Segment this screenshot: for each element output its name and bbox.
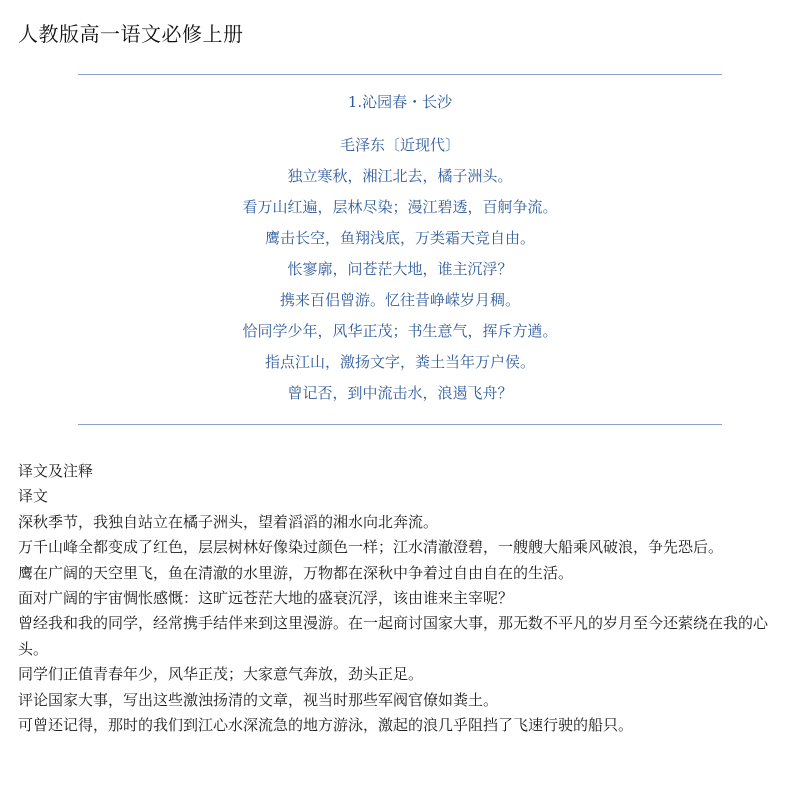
poem-line: 怅寥廓，问苍茫大地，谁主沉浮？ [287,260,513,278]
translation-paragraph: 可曾还记得，那时的我们到江心水深流急的地方游泳，激起的浪几乎阻挡了飞速行驶的船只。 [18,716,634,735]
poem-line: 恰同学少年，风华正茂；书生意气，挥斥方遒。 [242,322,558,340]
poem-line: 指点江山，激扬文字，粪土当年万户侯。 [264,353,535,371]
section-heading: 译文及注释 [18,462,94,480]
translation-paragraph: 万千山峰全都变成了红色，层层树林好像染过颜色一样；江水清澈澄碧，一艘艘大船乘风破浪，争先恐后。 [18,538,724,557]
poem-author[interactable]: 毛泽东〔近现代〕 [339,136,460,154]
translation-paragraph: 同学们正值青春年少，风华正茂；大家意气奔放，劲头正足。 [18,665,424,684]
translation-section [18,459,784,738]
poem-block [78,88,722,409]
translation-heading: 译文 [18,487,49,506]
poem-line: 鹰击长空，鱼翔浅底，万类霜天竞自由。 [264,229,535,247]
translation-paragraph: 面对广阔的宇宙惆怅感慨：这旷远苍茫大地的盛衰沉浮，该由谁来主宰呢？ [18,589,514,608]
translation-paragraph: 鹰在广阔的天空里飞，鱼在清澈的水里游，万物都在深秋中争着过自由自在的生活。 [18,563,574,582]
poem-line: 看万山红遍，层林尽染；漫江碧透，百舸争流。 [242,198,558,216]
poem-top-divider [78,74,722,75]
translation-paragraph: 曾经我和我的同学，经常携手结伴来到这里漫游。在一起商讨国家大事，那无数不平凡的岁月至今还萦绕在我的心头。 [18,614,769,658]
translation-paragraph: 评论国家大事，写出这些激浊扬清的文章，视当时那些军阀官僚如粪土。 [18,690,499,709]
translation-paragraph: 深秋季节，我独自站立在橘子洲头，望着滔滔的湘水向北奔流。 [18,512,439,531]
poem-line: 曾记否，到中流击水，浪遏飞舟？ [287,384,513,402]
poem-line: 携来百侣曾游。忆往昔峥嵘岁月稠。 [279,291,520,309]
poem-bottom-divider [78,424,722,425]
poem-title[interactable]: 1.沁园春・长沙 [347,93,453,111]
poem-line: 独立寒秋，湘江北去，橘子洲头。 [287,167,513,185]
page-title: 人教版高一语文必修上册 [18,22,244,46]
